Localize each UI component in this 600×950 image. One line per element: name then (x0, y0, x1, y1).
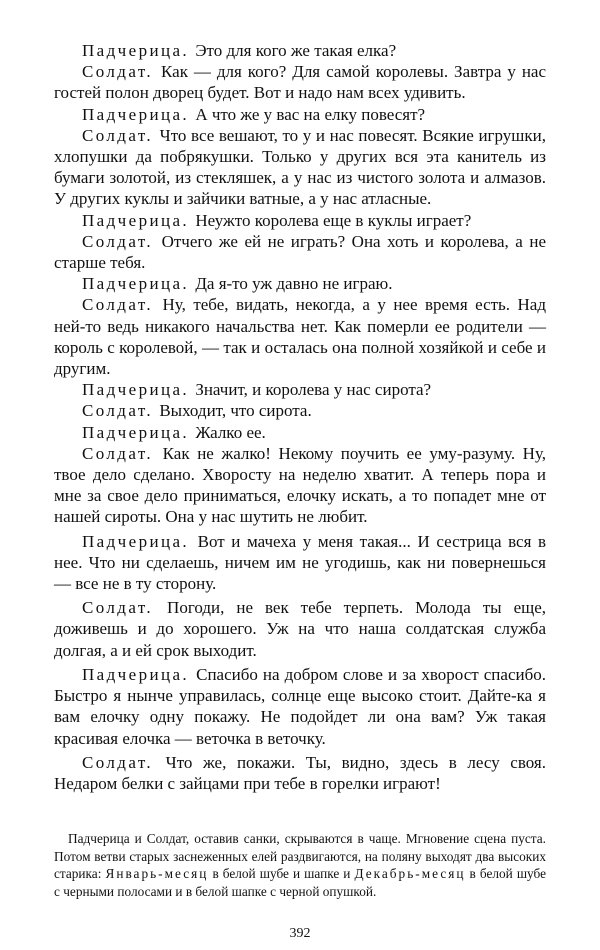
dialogue-line (54, 379, 546, 400)
speaker-name: Падчерица. (82, 380, 190, 400)
dialogue-text: Как — для кого? Для самой королевы. Завтра у нас гостей полон дворец будет. Вот и надо нам всех удивить. (54, 62, 547, 103)
dialogue-line (54, 40, 546, 61)
speaker-name: Падчерица. (82, 104, 190, 124)
dialogue-text: Что же, покажи. Ты, видно, здесь в лесу своя. Недаром белки с зайцами при тебе в горелки играют! (54, 752, 546, 793)
speaker-name: Солдат. (82, 443, 154, 463)
dialogue-text: Отчего же ей не играть? Она хоть и королева, а не старше тебя. (54, 231, 546, 273)
speaker-name: Солдат. (82, 401, 154, 421)
dialogue-line (54, 400, 546, 421)
dialogue-line (54, 231, 546, 273)
dialogue-line (54, 273, 546, 294)
dialogue-text: Жалко ее. (195, 422, 266, 442)
dialogue-line (54, 443, 546, 528)
dialogue-text: Да я-то уж давно не играю. (195, 274, 393, 294)
dialogue-line (54, 210, 546, 231)
speaker-name: Солдат. (82, 598, 154, 618)
speaker-name: Падчерица. (82, 664, 190, 684)
speaker-name: Солдат. (82, 62, 154, 82)
dialogue-line (54, 597, 546, 661)
speaker-name: Падчерица. (82, 210, 190, 230)
dialogue-text: Неужто королева еще в куклы играет? (195, 210, 472, 230)
dialogue-text: Погоди, не век тебе терпеть. Молода ты еще, доживешь и до хорошего. Уж на что наша солдатская служба долгая, а и ей срок выходит. (54, 598, 546, 660)
speaker-name: Солдат. (82, 295, 154, 315)
stage-text-1: Падчерица и Солдат, оставив санки, скрываются в чаще. Мгновение сцена пуста. Потом ветви старых заснеженных елей раздвигаются, на поляну выходят два высоких старика: (54, 831, 546, 882)
dialogue-line (54, 664, 546, 749)
dialogue-text: А что же у вас на елку повесят? (195, 104, 426, 124)
dialogue-line (54, 125, 546, 210)
dialogue-text: Вот и мачеха у меня такая... И сестрица вся в нее. Что ни сделаешь, ничем им не угодишь, как ни повернешься — все не в ту сторону. (54, 531, 547, 594)
stage-text-3: в белой шубе с черными полосами и в белой шапке с черной опушкой. (54, 866, 547, 899)
dialogue-text: Это для кого же такая елка? (195, 41, 397, 60)
dialogue-line (54, 531, 546, 595)
dialogue-line (54, 104, 546, 125)
speaker-name: Солдат. (82, 125, 154, 145)
dialogue-text: Что все вешают, то у и нас повесят. Всякие игрушки, хлопушки да побрякушки. Только у других вся эта канитель из бумаги золотой, из стекляшек, а у нас из чистого золота и алмазов. У других куклы и зайчики ватные, а у нас атласные. (54, 125, 546, 209)
stage-direction-paragraph (54, 830, 546, 900)
speaker-name: Падчерица. (82, 274, 190, 294)
stage-text-2: в белой шубе и шапке и (212, 866, 351, 882)
dialogue-text: Как не жалко! Некому поучить ее уму-разуму. Ну, твое дело сделано. Хворосту на неделю хватит. А теперь пора и мне за свое дело приниматься, елочку искать, а то попадет мне от нашей сироты. Она у нас шутить не любит. (54, 443, 546, 527)
speaker-name: Падчерица. (82, 422, 190, 442)
speaker-name: Падчерица. (82, 41, 190, 60)
page-number: 392 (289, 926, 311, 941)
dialogue-text: Ну, тебе, видать, некогда, а у нее время есть. Над ней-то ведь никакого начальства нет. Как померли ее родители — король с королевой, — так и осталась она полной хозяйкой и себе и другим. (54, 295, 546, 379)
dialogue-text: Выходит, что сирота. (159, 401, 312, 421)
stage-direction (54, 830, 546, 900)
dialogue-line (54, 294, 546, 379)
speaker-name: Солдат. (82, 231, 154, 251)
speaker-name: Солдат. (82, 752, 154, 772)
character-name-january: Январь-месяц (105, 866, 209, 882)
character-name-december: Декабрь-месяц (354, 866, 466, 882)
dialogue-line (54, 752, 546, 794)
speaker-name: Падчерица. (82, 531, 190, 551)
dialogue-line (54, 422, 546, 443)
dialogue-block (54, 40, 546, 794)
dialogue-text: Спасибо на добром слове и за хворост спасибо. Быстро я нынче управилась, солнце еще высоко стоит. Дайте-ка я вам елочку одну покажу. Не подойдет ли она вам? Уж такая красивая елочка — веточка в веточку. (54, 664, 546, 748)
dialogue-line (54, 61, 546, 103)
dialogue-text: Значит, и королева у нас сирота? (195, 380, 432, 400)
